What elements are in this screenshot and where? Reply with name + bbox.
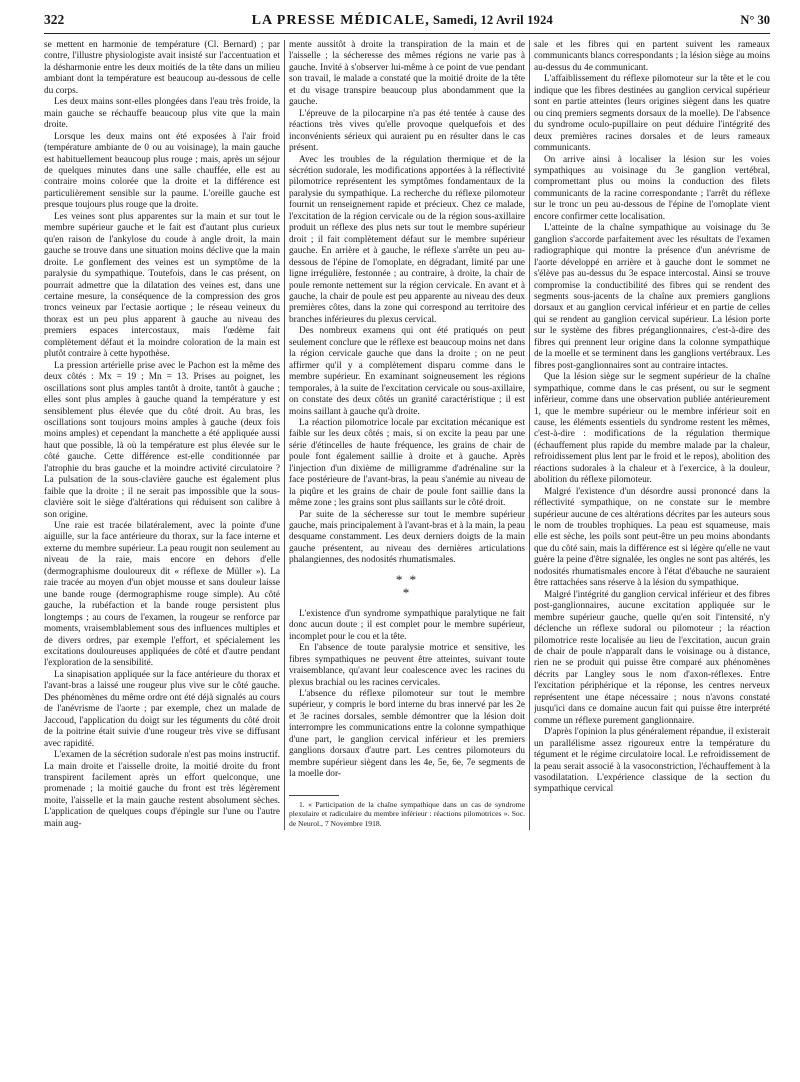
paragraph: On arrive ainsi à localiser la lésion sur les voies sympathiques au voisinage du 3e ganglion vertébral, compromettant plus ou moins la conduction des filets communicants de la racine correspondante ; l'arrêt du réflexe sur le tronc un peu au-dessous de l'épine de l'omoplate vient encore confirmer cette localisation. [533,154,770,222]
paragraph: Par suite de la sécheresse sur tout le membre supérieur gauche, mais principalement à l'avant-bras et à la main, la peau desquame constamment. Les deux derniers doigts de la main gauche présentent, au niveau des dernières articulations phalangiennes, des nodosités rhumatismales. [288,509,525,566]
paragraph: La sinapisation appliquée sur la face antérieure du thorax et l'avant-bras a laissé une rougeur plus vive sur le côté gauche. Des phénomènes du même ordre ont été déjà signalés au cours de l'anévrisme de l'aorte ; par exemple, chez un malade de Jaccoud, l'application du doigt sur les téguments du côté droit de la poitrine était suivie d'une rougeur très vive se diffusant avec rapidité. [44,669,281,749]
paragraph: En l'absence de toute paralysie motrice et sensitive, les fibres sympathiques ne peuvent être atteintes, suivant toute vraisemblance, qu'avant leur coalescence avec les racines du plexus brachial ou les racines cervicales. [288,643,525,688]
paragraph: L'affaiblissement du réflexe pilomoteur sur la tête et le cou indique que les fibres destinées au ganglion cervical supérieur sont en partie atteintes (leurs origines siègent dans les quatre ou cinq premiers segments dorsaux de la moelle). De l'absence du syndrome oculo-pupillaire on peut déduire l'intégrité des deux premières racines dorsales et de leurs rameaux communicants. [533,74,770,154]
paragraph: Malgré l'intégrité du ganglion cervical inférieur et des fibres post-ganglionnaires, aucune excitation appliquée sur le membre supérieur gauche, quelle qu'en soit l'intensité, n'y déclenche un réflexe sudoral ou pilomoteur ; la réaction pilomotrice reste localisée au lieu de l'excitation, aucun grain de chair de poule n'apparaît dans le voisinage ou à distance, rien ne se produit qui puisse être comparé aux phénomènes décrits par Langley sous le nom d'axon-réflexes. Entre l'excitation périphérique et la réponse, les centres nerveux représentent une étape nécessaire ; nous n'avons constaté jusqu'ici dans ce domaine aucun fait qui puisse être interprété comme un réflexe purement ganglionnaire. [533,589,770,726]
running-title [252,13,553,29]
page-number: 322 [44,12,65,27]
paragraph: Les veines sont plus apparentes sur la main et sur tout le membre supérieur gauche et le fait est d'autant plus curieux qu'en raison de l'ankylose du coude à angle droit, la main gauche se trouve dans une situation moins déclive que la main droite. Le gonflement des veines est un symptôme de la paralysie du sympathique. Toutefois, dans le cas présent, on pourrait admettre que la dilatation des veines est, dans une certaine mesure, la conséquence de la compression des gros troncs veineux par l'ectasie aortique ; le réseau veineux du thorax est un peu plus apparent à gauche au niveau des premiers espaces intercostaux, mais l'œdème fait complètement défaut et la moindre coloration de la main est plutôt contraire à cette hypothèse. [44,211,281,360]
column-3 [534,40,770,830]
paragraph: sale et les fibres qui en partent suivent les rameaux communicants blancs correspondants ; la lésion siège au moins au-dessus du 4e communicant. [533,40,770,73]
paragraph: La réaction pilomotrice locale par excitation mécanique est faible sur les deux côtés ; mais, si on excite la peau par une série d'étincelles de haute fréquence, les grains de chair de poule font également saillie à droite et à gauche. Après l'injection d'un dixième de milligramme d'adrénaline sur la face postérieure de l'avant-bras, la peau s'anémie au niveau de la piqûre et les grains de chair de poule font saillie dans la même zone ; les grains sont plus saillants sur le côté droit. [288,417,525,509]
paragraph: mente aussitôt à droite la transpiration de la main et de l'aisselle ; la sécheresse des mêmes régions ne varie pas à gauche. Invité à s'observer lui-même à ce point de vue pendant son travail, le malade a constaté que la moitié droite de la tête et du visage transpire beaucoup plus abondamment que la gauche. [288,40,525,108]
paragraph: Une raie est tracée bilatéralement, avec la pointe d'une aiguille, sur la face antérieure du thorax, sur la face interne et externe du membre supérieur. La peau rougit non seulement au niveau de la raie, mais encore en dehors d'elle (dermographisme douloureux dit « réflexe de Müller »). La raie tracée au moyen d'un objet mousse et sans douleur laisse une bande rouge (dermographisme rouge simple). Au côté gauche, la rubéfaction et la bande rouge persistent plus longtemps ; au cours de l'examen, la rougeur se renforce par moments, vraisemblablement sous des influences multiples et de divers ordres, par exemple l'effort, et spécialement les excitations douloureuses appliquées de côté et d'autre pendant l'exploration de la sensibilité. [44,521,281,669]
paragraph: Que la lésion siège sur le segment supérieur de la chaîne sympathique, comme dans le cas présent, ou sur le segment inférieur, comme dans une observation publiée antérieurement 1, que le membre supérieur ou le membre inférieur soit en cause, les éléments essentiels du syndrome restent les mêmes, c'est-à-dire : modifications de la régulation thermique (échauffement plus rapide du membre malade par la chaleur, refroidissement plus lent par le froid et le repos), abolition des réactions sudorales à la chaleur et à l'exercice, à la douleur, abolition du réflexe pilomoteur. [533,372,770,486]
paragraph: L'épreuve de la pilocarpine n'a pas été tentée à cause des réactions très vives qu'elle provoque quelquefois et des inconvénients sérieux qui auraient pu en résulter dans le cas présent. [288,108,525,154]
paragraph: Avec les troubles de la régulation thermique et de la sécrétion sudorale, les modifications apportées à la réflectivité pilomotrice représentent les symptômes fondamentaux de la paralysie du sympathique. La recherche du réflexe pilomoteur fournit un renseignement rapide et précieux. Chez ce malade, l'excitation de la région cervicale ou de la région sous-axillaire produit un réflexe des plus nets sur tout le membre supérieur droit ; il fait complètement défaut sur le membre supérieur gauche. En arrière et à gauche, le réflexe s'arrête un peu au-dessous de l'épine de l'omoplate, en dégradant, limité par une ligne irrégulière, festonnée ; au contraire, à droite, la chair de poule remonte nettement sur la région cervicale. En avant et à gauche, la chair de poule est peu apparente au niveau des deux premières côtes, dans la zone qui correspond au territoire des branches inférieures du plexus cervical. [288,154,525,325]
column-rule [529,40,530,830]
paragraph: L'existence d'un syndrome sympathique paralytique ne fait donc aucun doute ; il est complet pour le membre supérieur, incomplet pour le cou et la tête. [288,608,525,642]
paragraph: Les deux mains sont-elles plongées dans l'eau très froide, la main gauche se réchauffe beaucoup plus vite que la main droite. [44,97,281,131]
paragraph: L'atteinte de la chaîne sympathique au voisinage du 3e ganglion s'accorde parfaitement avec les résultats de l'examen radiographique qui montre la présence d'un anévrisme de l'aorte développé en arrière et à gauche dont le sommet ne s'élève pas au-dessus du 3e espace intercostal. Ainsi se trouve compromise la conductibilité des fibres qui se rendent des segments sous-jacents de la chaîne aux premiers ganglions dorsaux et au ganglion cervical inférieur et en partie de celles qui se rendent au ganglion cervical supérieur. La lésion porte sur le système des fibres préganglionnaires, c'est-à-dire des fibres qui prennent leur origine dans la colonne sympathique de la moelle et se terminent dans les ganglions vertébraux. Les fibres post-ganglionnaires sont au contraire intactes. [533,223,770,371]
journal-title: LA PRESSE MÉDICALE, [251,13,430,28]
paragraph: La pression artérielle prise avec le Pachon est la même des deux côtés : Mx = 19 ; Mn = 13. Prises au poignet, les oscillations sont plus amples tantôt à droite, tantôt à gauche ; elles sont plus amples à gauche quand la température y est sensiblement plus élevée que du côté droit. Au bras, les oscillations sont toujours moins amples à gauche (deux fois moins amples) et cependant la manchette a été appliquée aussi haut que possible, là où la température est plus élevée sur le côté gauche. Cette différence est-elle conditionnée par l'atrophie du bras gauche et la moindre activité circulatoire ? La pulsation de la sous-clavière gauche est également plus faible que la droite ; il ne serait pas impossible que la sous-clavière soit le siège d'altérations qui réduisent son calibre à son origine. [44,360,281,520]
text-columns [44,40,770,830]
paragraph: Lorsque les deux mains ont été exposées à l'air froid (température ambiante de 0 ou au voisinage), la main gauche est habituellement beaucoup plus rouge ; mais, après un séjour de quelques minutes dans une salle chauffée, elle est au contraire moins colorée que la droite et la différence est particulièrement sensible sur la paume. L'oreille gauche est presque toujours plus rouge que la droite. [44,131,281,211]
footnote: 1. « Participation de la chaîne sympathique dans un cas de syndrome plexulaire et radiculaire du membre inférieur : réactions pilomotrices ». Soc. de Neurol., 7 Novembre 1918. [288,799,525,828]
footnote-rule [289,795,339,796]
paragraph: D'après l'opinion la plus généralement répandue, il existerait un parallélisme assez rigoureux entre la température du tégument et le régime circulatoire local. Le refroidissement de la peau serait associé à la vasoconstriction, l'échauffement à la vasodilatation. L'expérience classique de la section du sympathique cervical [533,727,770,795]
paragraph: se mettent en harmonie de température (Cl. Bernard) ; par contre, l'illustre physiologiste avait insisté sur l'accentuation et la désharmonie entre les deux moitiés de la tête dans un milieu ambiant dont la température est beaucoup au-dessous de celle du corps. [44,40,281,96]
column-2 [289,40,525,830]
paragraph: Des nombreux examens qui ont été pratiqués on peut seulement conclure que le réflexe est beaucoup moins net dans la région cervicale gauche que dans la droite ; on ne peut affirmer qu'il y a complètement disparu comme dans le membre supérieur. En examinant soigneusement les régions temporales, à la suite de l'excitation cervicale ou sous-axillaire, on constate des deux côtés un granité caractéristique ; il est moins saillant à gauche qu'à droite. [288,326,525,417]
page-header [44,12,770,34]
column-rule [284,40,285,830]
column-1 [44,40,280,830]
issue-number: N° 30 [740,13,770,27]
paragraph: L'absence du réflexe pilomoteur sur tout le membre supérieur, y compris le bord interne du bras innervé par les 2e et 3e racines dorsales, semble démontrer que la lésion doit interrompre les communications entre la colonne sympathique d'une part, le ganglion cervical inférieur et les premiers ganglions dorsaux d'autre part. Les centres pilomoteurs du membre supérieur siègent dans les 4e, 5e, 6e, 7e segments de la moelle dor- [288,689,525,780]
issue-date: Samedi, 12 Avril 1924 [433,13,553,27]
section-separator-asterisks: * * * [395,571,419,600]
paragraph: Malgré l'existence d'un désordre aussi prononcé dans la réflectivité sympathique, on ne constate sur le membre supérieur aucune de ces altérations décrites par les auteurs sous le nom de troubles trophiques. La peau est squameuse, mais elle est sèche, les poils sont peut-être un peu moins abondants que du côté sain, mais la différence est si légère qu'elle ne vaut guère la peine d'être signalée, les ongles ne sont pas altérés, les nodosités rhumatismales encore à l'état d'ébauche ne sauraient être rattachées sans réserve à la lésion du sympathique. [533,486,770,589]
paragraph: L'examen de la sécrétion sudorale n'est pas moins instructif. La main droite et l'aisselle droite, la moitié droite du front transpirent facilement après un effort quelconque, une promenade ; la moitié gauche du front est très légèrement moite, l'aisselle et la main gauche restent absolument sèches. L'application de quelques coups d'épingle sur l'une ou l'autre main aug- [44,750,281,829]
